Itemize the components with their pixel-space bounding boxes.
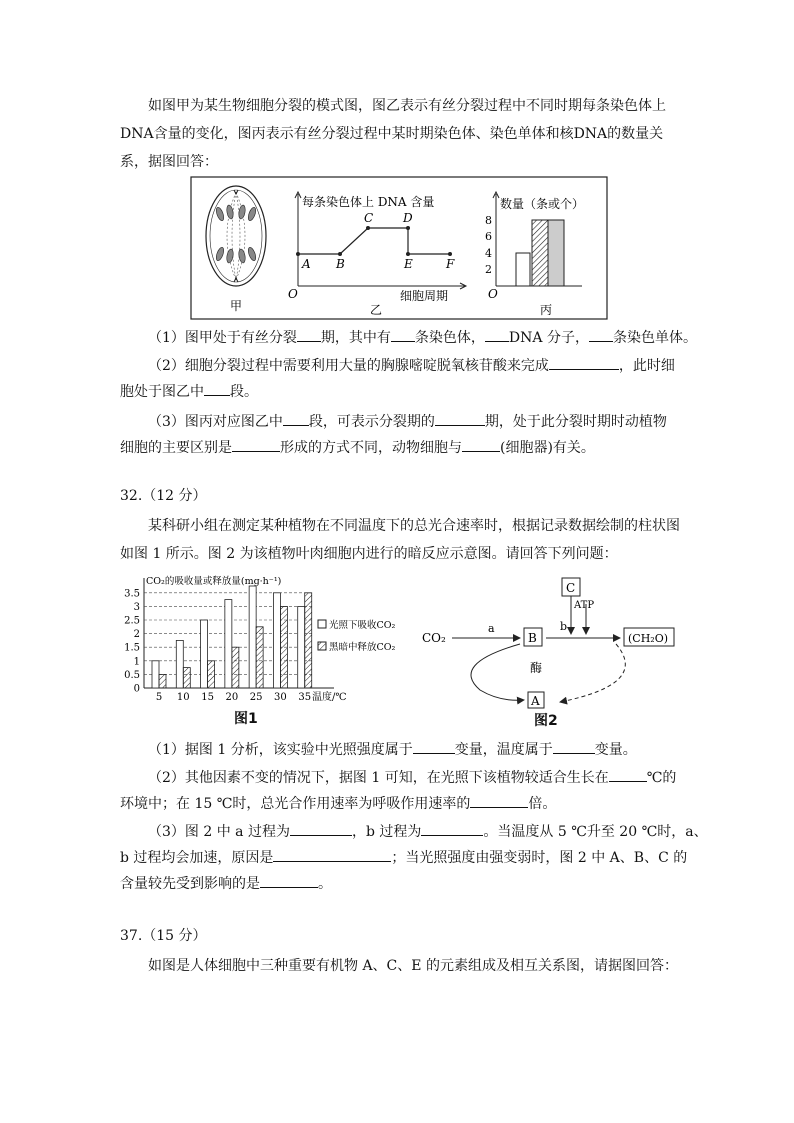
fig1-legend (318, 619, 396, 653)
point-a: A (302, 257, 311, 271)
legend-dark-release: 黑暗中释放CO₂ (329, 642, 396, 653)
fig1-xtick: 20 (225, 692, 239, 703)
point-c: C (364, 211, 374, 225)
fig1-ytick: 2 (133, 629, 140, 641)
q32-sub2: （2）其他因素不变的情况下，据图 1 可知，在光照下该植物较适合生长在 ℃的 (120, 766, 680, 790)
q37-intro: 如图是人体细胞中三种重要有机物 A、C、E 的元素组成及相互关系图，请据图回答： (148, 958, 678, 974)
q31-intro: 如图甲为某生物细胞分裂的模式图，图乙表示有丝分裂过程中不同时期每条染色体上DNA含量的变化，图丙表示有丝分裂过程中某时期染色体、染色单体和核DNA的数量关系，据图回答： (120, 98, 666, 170)
q32-sub3: （3）图 2 中 a 过程为 ，b 过程为 。当温度从 5 ℃升至 20 ℃时，a、 (120, 820, 680, 844)
fig1-ylabel: CO₂的吸收量或释放量(mg·h⁻¹) (146, 576, 282, 587)
q31-sub2: （2）细胞分裂过程中需要利用大量的胸腺嘧啶脱氧核苷酸来完成 ，此时细 (120, 354, 680, 378)
q31-sub3: （3）图丙对应图乙中 段，可表示分裂期的 期，处于此分裂时期时动植物 (120, 410, 680, 434)
fig2-enzyme: 酶 (530, 661, 543, 675)
fig2-caption: 图2 (534, 713, 558, 729)
point-b: B (336, 257, 345, 271)
fig1-ytick: 1.5 (124, 642, 140, 654)
point-d: D (403, 211, 413, 225)
fig2-co2: CO₂ (422, 631, 446, 645)
q31-sub1: （1）图甲处于有丝分裂 期，其中有 条染色体， DNA 分子， 条染色单体。 (120, 326, 680, 350)
fig1-xtick: 15 (201, 692, 214, 703)
fig2-atp: ATP (574, 600, 595, 611)
fig1-ytick: 0 (133, 683, 140, 695)
fig1-bar-dark (280, 606, 287, 688)
q31-sub2-cont: 胞处于图乙中 段。 (120, 380, 680, 404)
fig1-bar-light (249, 586, 256, 688)
fig1-bar-light (298, 606, 305, 688)
q31-sub3-cont: 细胞的主要区别是 形成的方式不同，动物细胞与 (细胞器)有关。 (120, 436, 680, 460)
fig-yi-origin: O (288, 287, 298, 301)
fig1-bar-dark (159, 674, 166, 688)
fig1-xtick: 5 (155, 692, 163, 703)
fig-yi-xlabel: 细胞周期 (400, 289, 449, 303)
fig1-bar-dark (232, 647, 239, 688)
fig1-bar-dark (183, 668, 190, 688)
fig1-bar-dark (208, 661, 215, 688)
q32-sub3-cont: b 过程均会加速，原因是 ；当光照强度由强变弱时，图 2 中 A、B、C 的 (120, 846, 680, 870)
fig1-bar-light (225, 600, 232, 688)
tick-6: 6 (485, 230, 492, 243)
quantity-bar-chart (485, 192, 584, 317)
legend-light-absorb: 光照下吸收CO₂ (329, 620, 396, 631)
fig1-xtick: 10 (176, 692, 190, 703)
dna-content-chart (288, 192, 466, 317)
q32-intro: 某科研小组在测定某种植物在不同温度下的总光合速率时，根据记录数据绘制的柱状图如图 1 所示。图 2 为该植物叶肉细胞内进行的暗反应示意图。请回答下列问题： (120, 518, 680, 562)
fig1-bar-light (152, 661, 159, 688)
fig1-ytick: 3 (133, 601, 140, 613)
fig-yi-ylabel: 每条染色体上 DNA 含量 (302, 195, 435, 209)
tick-8: 8 (485, 214, 492, 227)
fig-yi-label: 乙 (369, 303, 383, 317)
cell-division-drawing (206, 186, 266, 286)
fig2-b-label: b (560, 620, 568, 633)
fig1-bar-light (176, 640, 183, 688)
fig1-ytick: 1 (133, 656, 140, 668)
point-e: E (404, 257, 413, 271)
fig1-bar-light (201, 620, 208, 688)
fig2-c-box: C (566, 581, 576, 595)
fig1-xtick: 35 (298, 692, 312, 703)
q32-sub3-cont2: 含量较先受到影响的是 。 (120, 872, 680, 896)
fig-bing-origin: O (488, 287, 498, 301)
fig1-ytick: 2.5 (124, 615, 140, 627)
fig1-xtick: 25 (249, 692, 263, 703)
fig-bing-ylabel: 数量（条或个） (500, 197, 585, 211)
fig1-xtick: 30 (274, 692, 287, 703)
fig1-bar-chart (118, 568, 418, 728)
fig1-xlabel: 温度/℃ (312, 692, 347, 703)
fig1-ytick: 3.5 (124, 588, 140, 600)
tick-4: 4 (485, 247, 492, 260)
q32-sub2-cont: 环境中；在 15 ℃时，总光合作用速率为呼吸作用速率的 倍。 (120, 792, 680, 816)
tick-2: 2 (485, 263, 492, 276)
point-f: F (446, 257, 455, 271)
q37-header: 37.（15 分） (120, 928, 207, 944)
fig-jia-label: 甲 (229, 299, 243, 313)
q32-sub1: （1）据图 1 分析，该实验中光照强度属于 变量，温度属于 变量。 (120, 738, 680, 762)
fig1-bar-dark (256, 627, 263, 688)
fig1-bar-light (273, 593, 280, 688)
fig2-a: a (488, 622, 495, 635)
fig1-caption: 图1 (234, 711, 258, 727)
fig-bing-label: 丙 (539, 303, 553, 317)
fig2-a-box: A (531, 694, 540, 708)
fig1-ytick: 0.5 (124, 669, 140, 681)
fig2-ch2o: (CH₂O) (628, 632, 669, 645)
q31-figure (190, 176, 608, 320)
fig1-bar-dark (305, 593, 312, 688)
fig2-b-box: B (528, 631, 537, 645)
q32-header: 32.（12 分） (120, 488, 207, 504)
